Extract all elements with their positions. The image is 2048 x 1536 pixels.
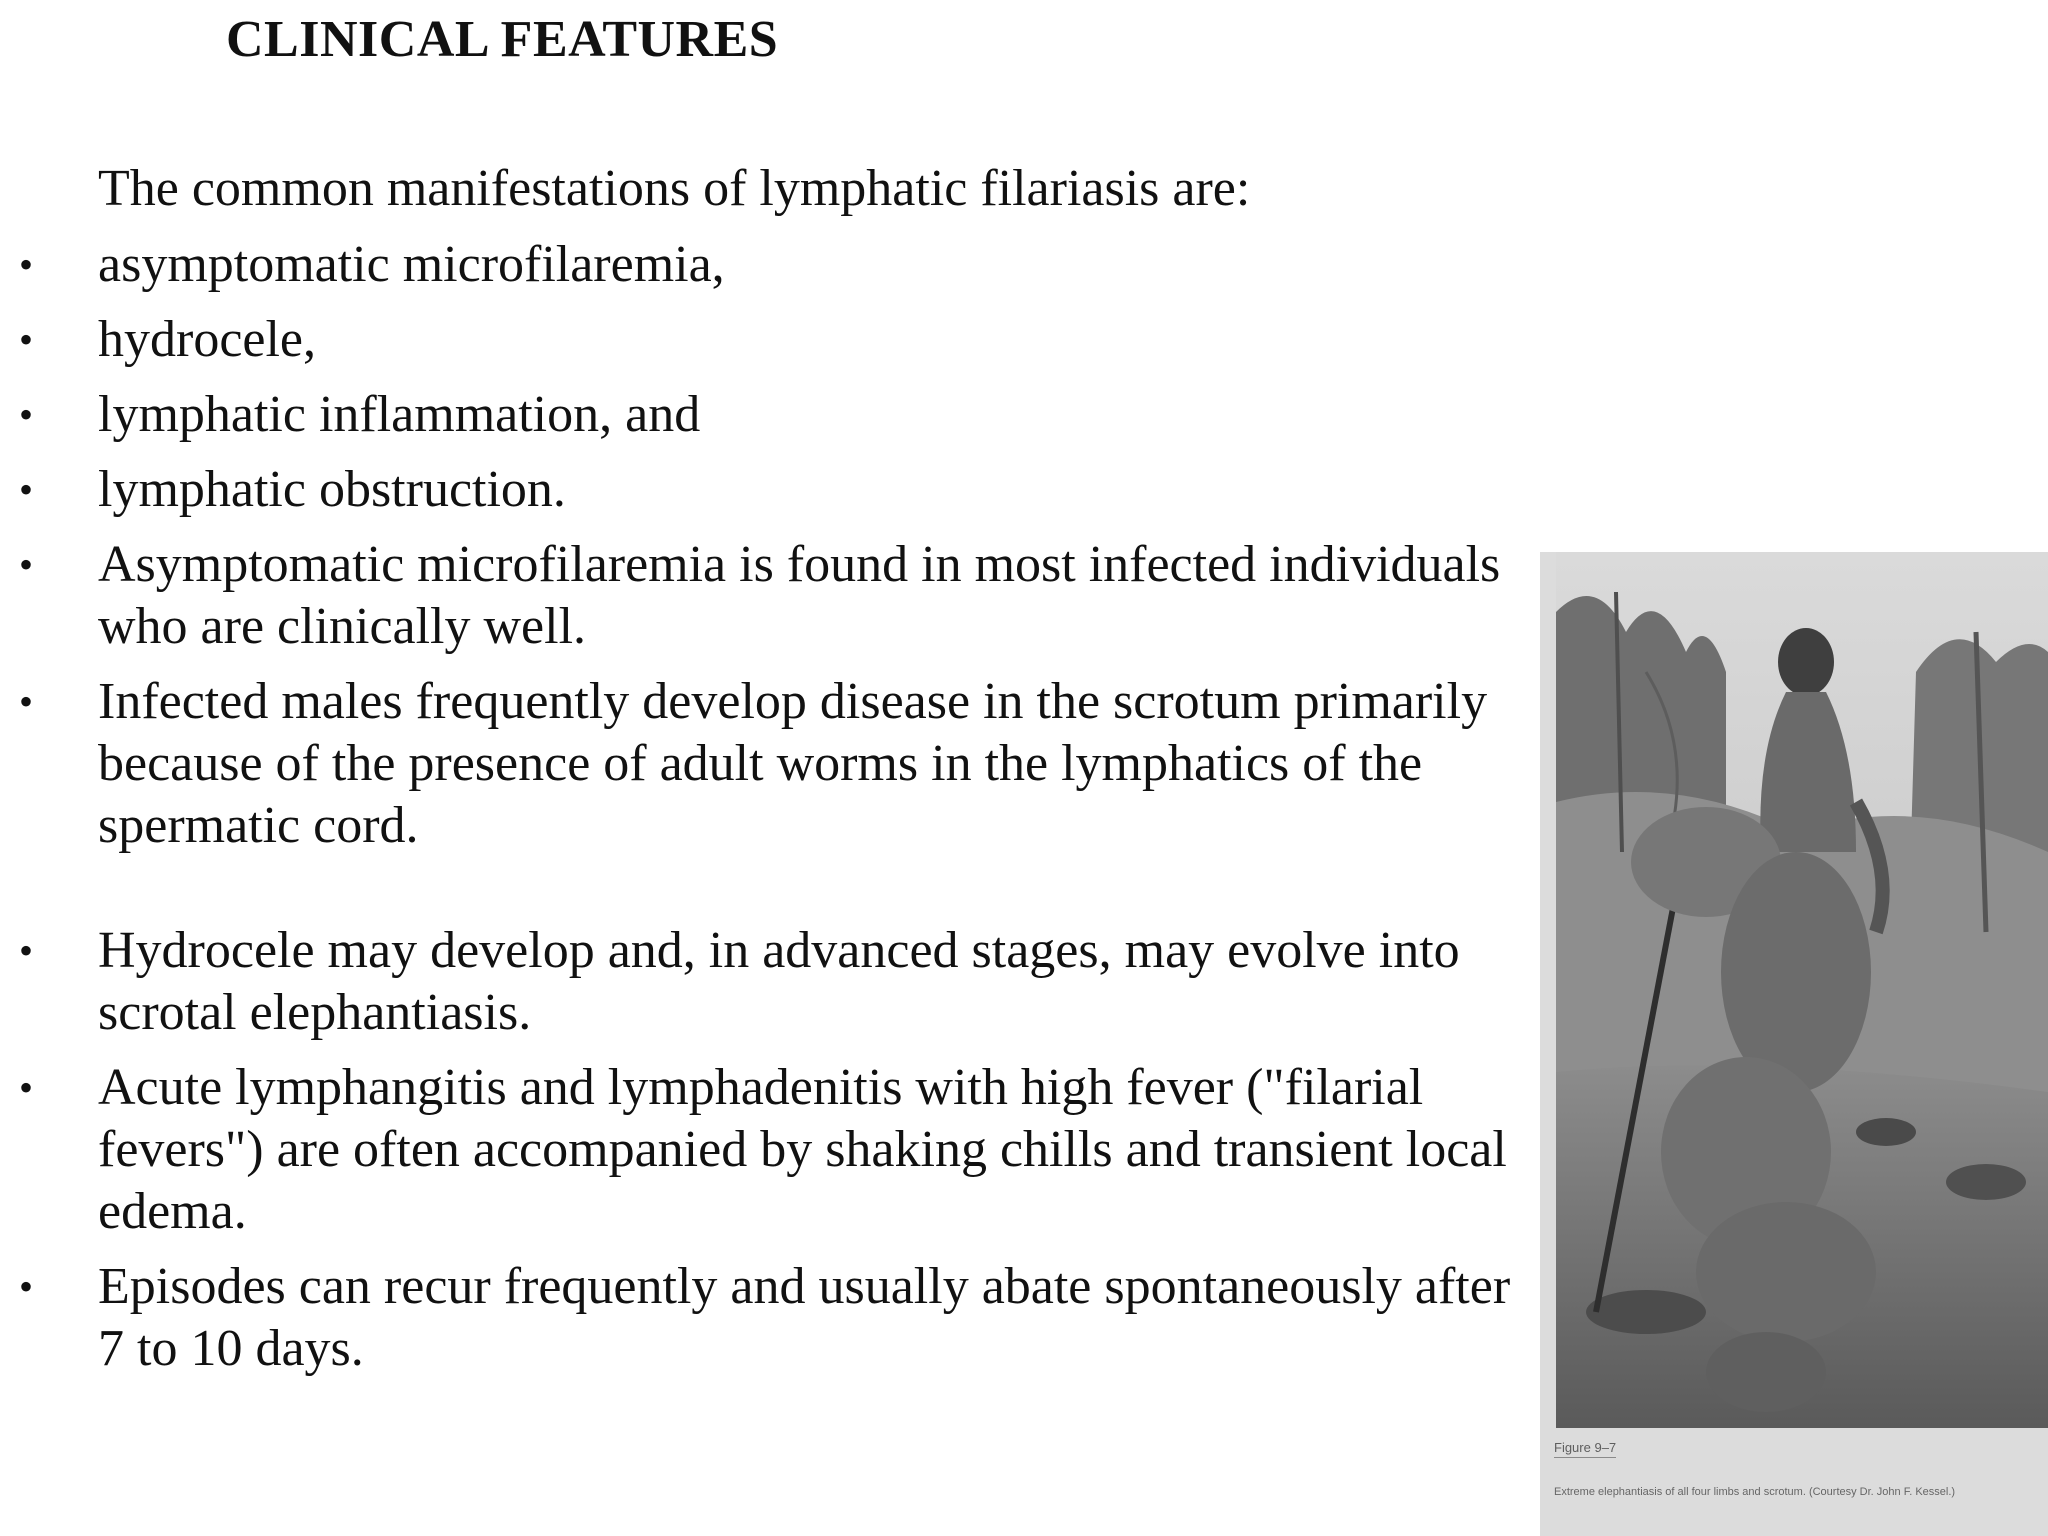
bullet-marker: • (19, 317, 34, 362)
figure-caption: Extreme elephantiasis of all four limbs and scrotum. (Courtesy Dr. John F. Kessel.) (1554, 1486, 1956, 1498)
bullet-text: lymphatic inflammation, and (98, 386, 701, 443)
bullet-marker: • (19, 467, 34, 512)
bullet-marker: • (19, 242, 34, 287)
bullet-marker: • (19, 679, 34, 724)
bullet-item (0, 459, 1530, 521)
bullet-text: Asymptomatic microfilaremia is found in most infected individuals who are clinically well. (98, 536, 1501, 655)
bullet-marker: • (19, 1065, 34, 1110)
figure-label: Figure 9–7 (1554, 1440, 1616, 1458)
bullet-item (0, 1057, 1530, 1243)
bullet-text: Infected males frequently develop disease in the scrotum primarily because of the presence of adult worms in the lymphatics of the spermatic cord. (98, 673, 1488, 854)
intro-text: The common manifestations of lymphatic filariasis are: (98, 160, 1251, 217)
bullet-text: Acute lymphangitis and lymphadenitis with high fever ("filarial fevers") are often accompanied by shaking chills and transient local edema. (98, 1059, 1507, 1240)
bullet-item (0, 920, 1530, 1044)
bullet-item (0, 671, 1530, 857)
bullet-text: lymphatic obstruction. (98, 461, 566, 518)
bullet-marker: • (19, 542, 34, 587)
bullet-list (0, 234, 1530, 1393)
bullet-text: hydrocele, (98, 311, 317, 368)
bullet-text: Hydrocele may develop and, in advanced stages, may evolve into scrotal elephantiasis. (98, 922, 1460, 1041)
figure-panel (1540, 552, 2048, 1536)
bullet-marker: • (19, 928, 34, 973)
bullet-item (0, 534, 1530, 658)
photo-illustration (1556, 552, 2048, 1428)
bullet-item (0, 384, 1530, 446)
bullet-marker: • (19, 392, 34, 437)
bullet-item (0, 1256, 1530, 1380)
bullet-text: asymptomatic microfilaremia, (98, 236, 725, 293)
bullet-item (0, 234, 1530, 296)
bullet-item (0, 309, 1530, 371)
bullet-text: Episodes can recur frequently and usually abate spontaneously after 7 to 10 days. (98, 1258, 1511, 1377)
elephantiasis-photo (1556, 552, 2048, 1428)
slide-title: CLINICAL FEATURES (226, 11, 779, 68)
bullet-marker: • (19, 1264, 34, 1309)
